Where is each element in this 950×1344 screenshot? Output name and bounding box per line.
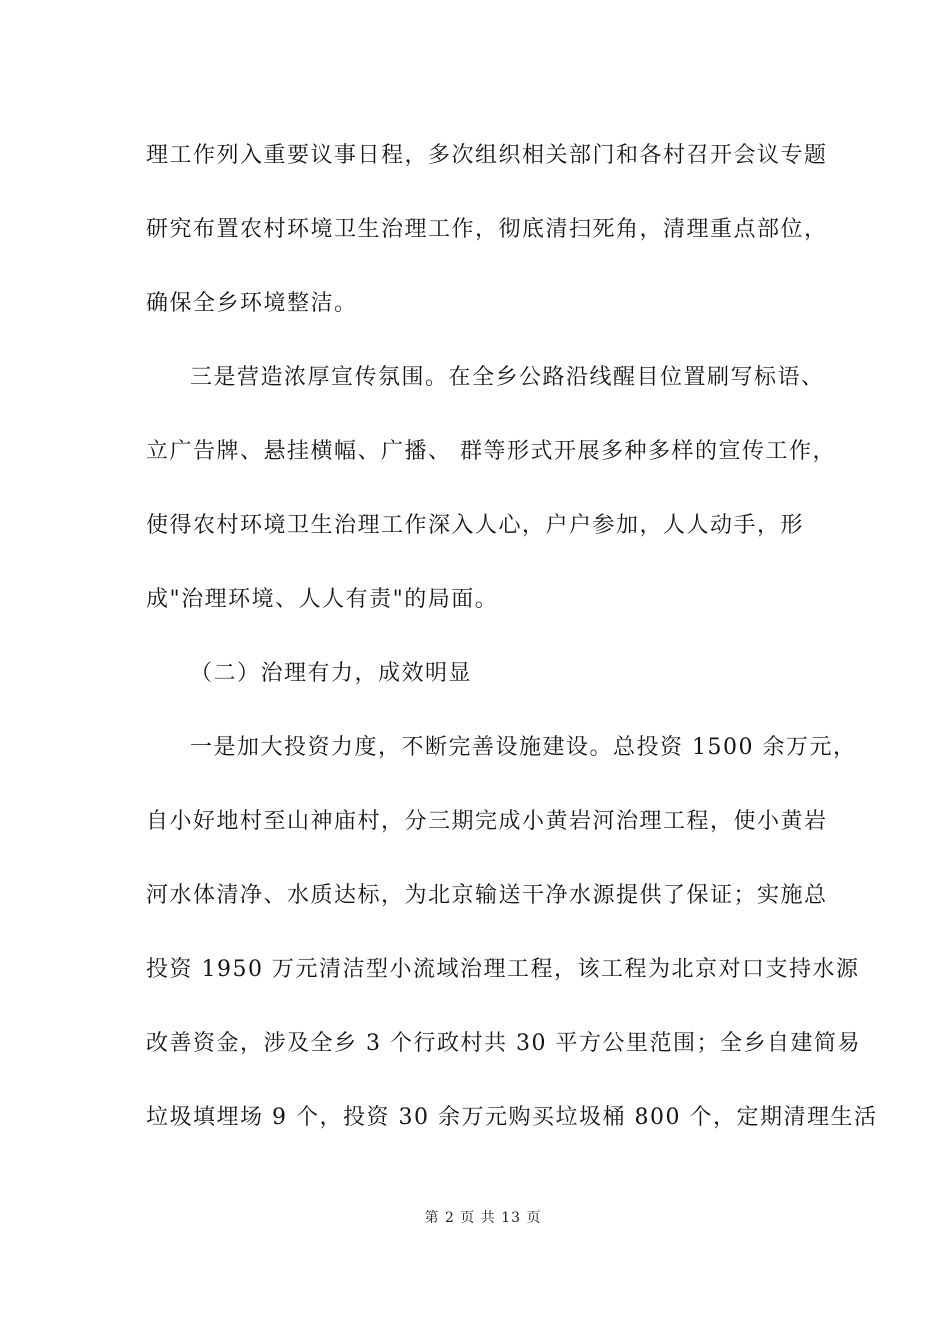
text-line-11: 河水体清净、水质达标，为北京输送干净水源提供了保证；实施总	[146, 883, 828, 908]
text-line-13: 改善资金，涉及全乡 3 个行政村共 30 平方公里范围；全乡自建简易	[146, 1031, 861, 1056]
text-line-10: 自小好地村至山神庙村，分三期完成小黄岩河治理工程，使小黄岩	[146, 809, 828, 834]
text-line-3: 确保全乡环境整洁。	[146, 291, 358, 316]
text-line-1: 理工作列入重要议事日程，多次组织相关部门和各村召开会议专题	[146, 143, 828, 168]
paragraph-start-line: 一是加大投资力度，不断完善设施建设。总投资 1500 余万元，	[190, 735, 857, 760]
text-line-2: 研究布置农村环境卫生治理工作，彻底清扫死角，清理重点部位，	[146, 217, 828, 242]
page-number-footer: 第 2 页 共 13 页	[424, 1210, 542, 1226]
text-line-12: 投资 1950 万元清洁型小流域治理工程，该工程为北京对口支持水源	[146, 957, 860, 982]
section-heading: （二）治理有力，成效明显	[190, 661, 473, 686]
text-line-14: 垃圾填埋场 9 个，投资 30 余万元购买垃圾桶 800 个，定期清理生活	[146, 1105, 878, 1130]
text-line-6: 使得农村环境卫生治理工作深入人心，户户参加，人人动手，形	[146, 513, 805, 538]
text-line-5: 立广告牌、悬挂横幅、广播、 群等形式开展多种多样的宣传工作，	[146, 439, 836, 464]
text-line-7: 成"治理环境、人人有责"的局面。	[146, 587, 499, 612]
paragraph-start-line: 三是营造浓厚宣传氛围。在全乡公路沿线醒目位置刷写标语、	[190, 365, 825, 390]
